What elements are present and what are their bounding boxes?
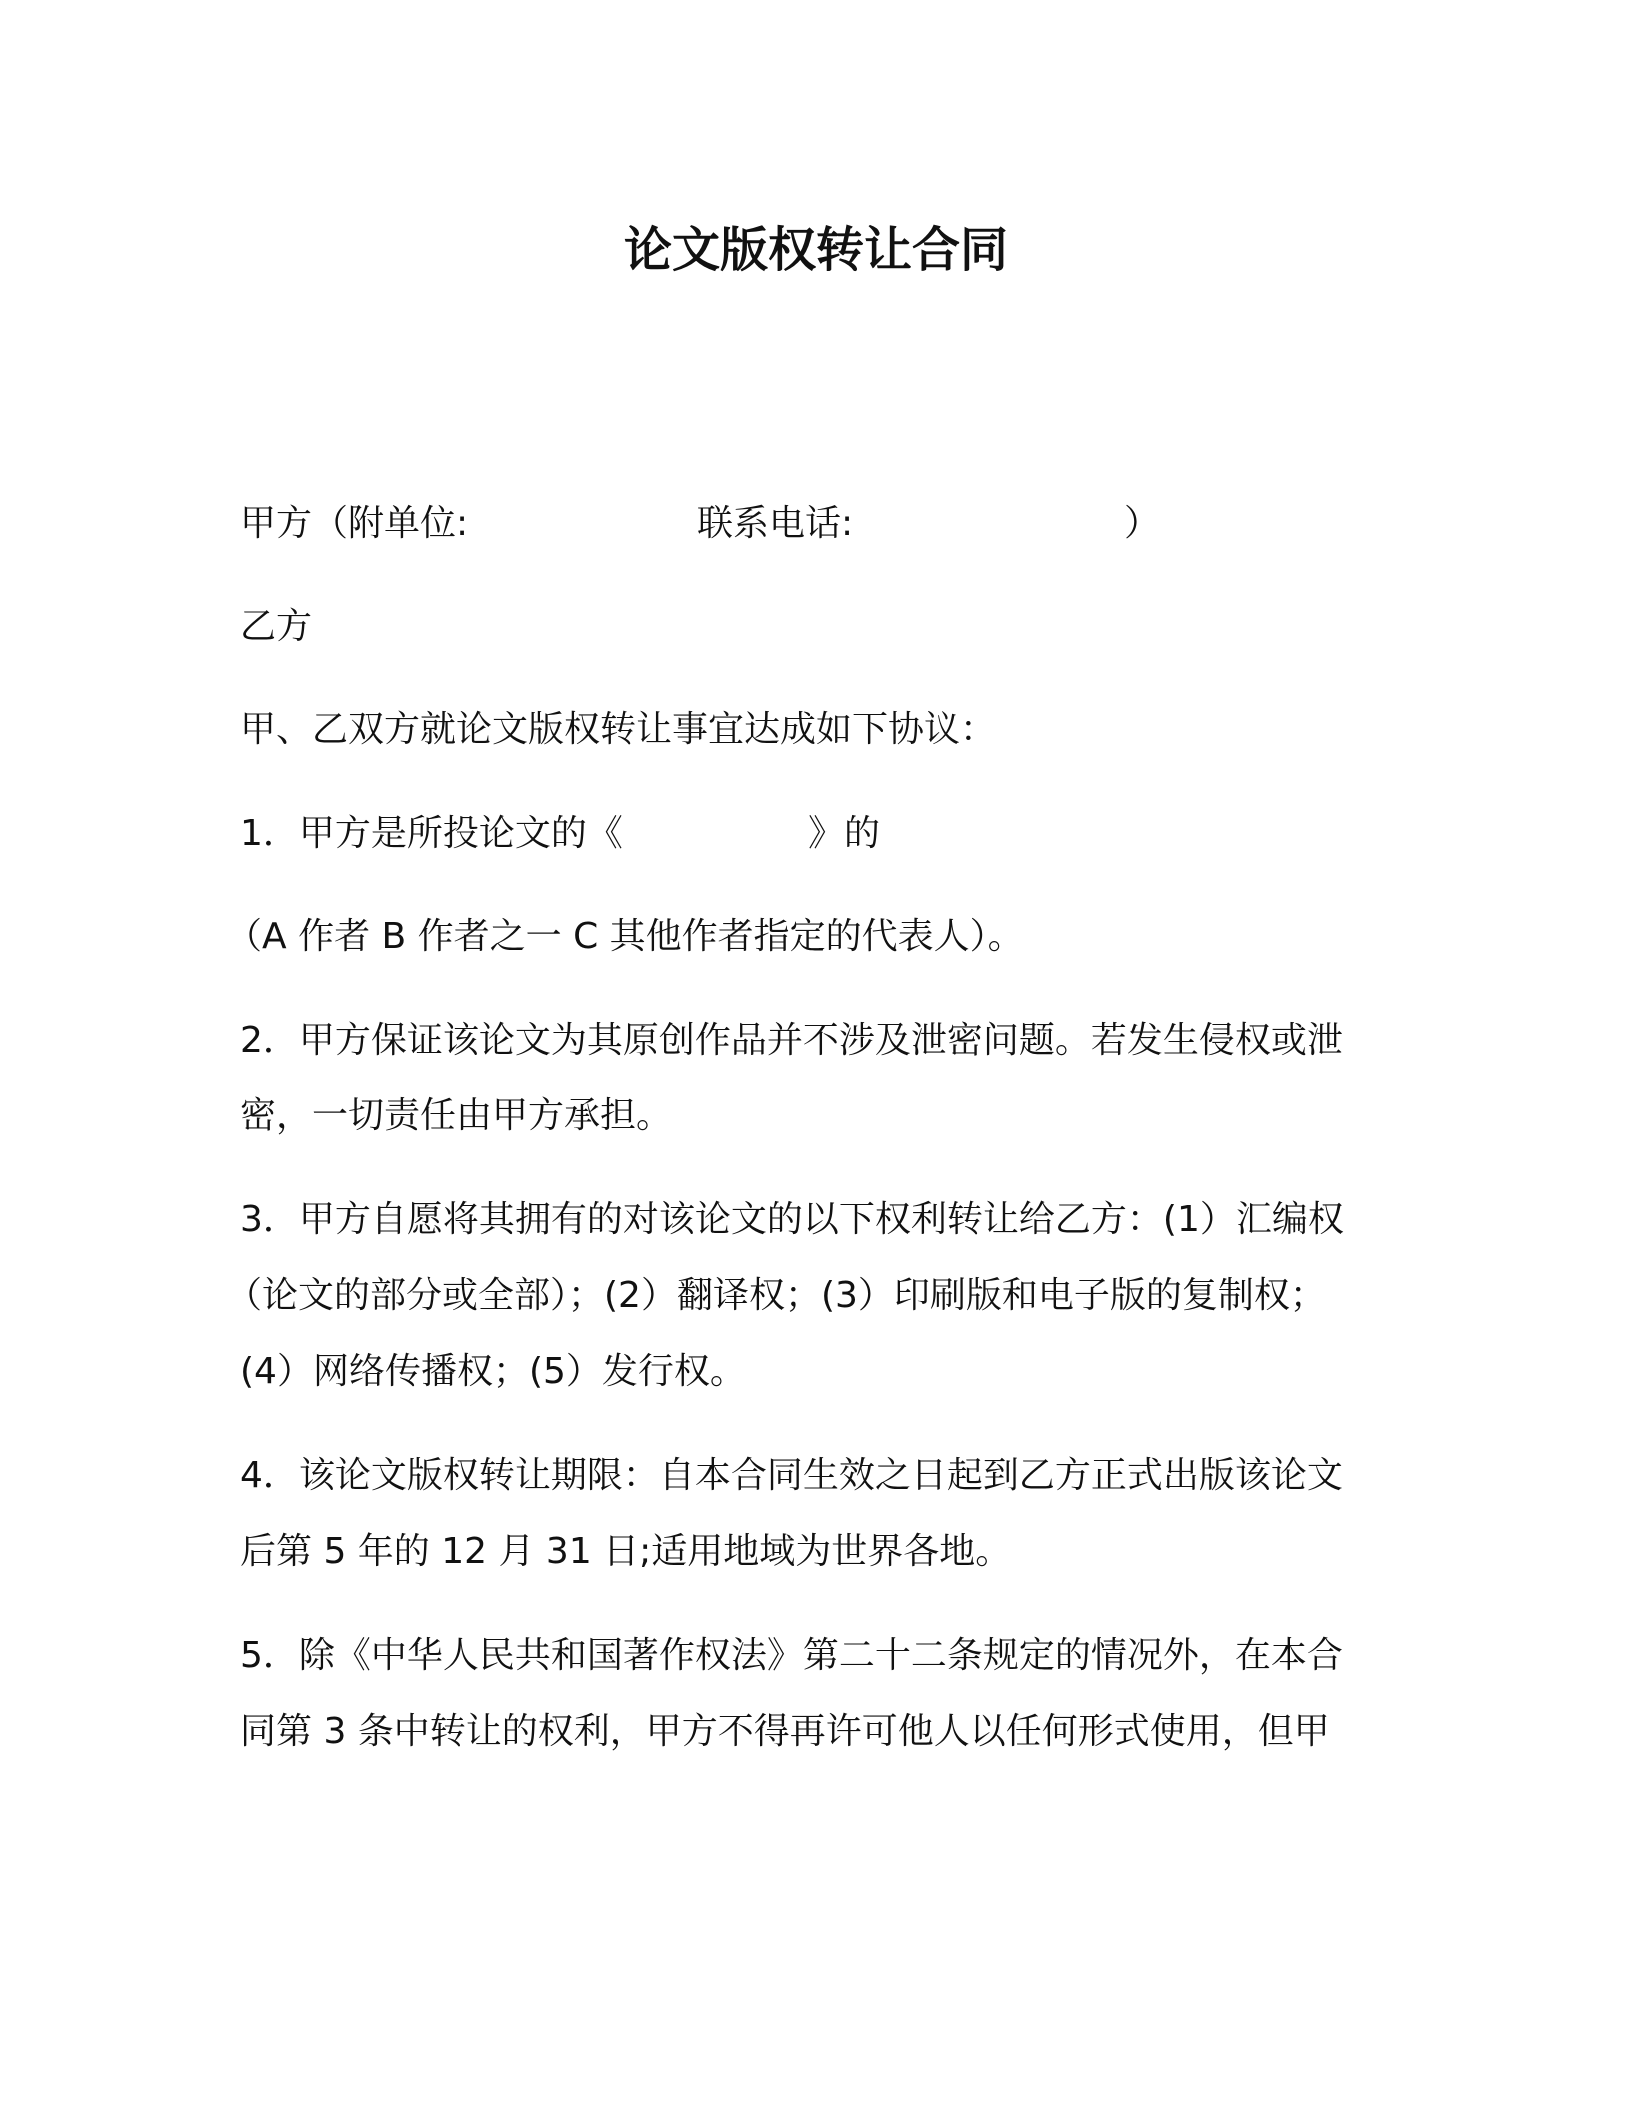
agreement-intro: 甲、乙双方就论文版权转让事宜达成如下协议： (240, 709, 997, 750)
party-a-phone-label: 联系电话: (697, 503, 854, 544)
clause1-prefix: 1．甲方是所投论文的《 (240, 813, 623, 854)
document-title: 论文版权转让合同 (623, 222, 1008, 278)
party-a-close-paren: ） (1124, 503, 1161, 544)
party-b-label: 乙方 (240, 606, 313, 647)
clause4-line1: 4．该论文版权转让期限：自本合同生效之日起到乙方正式出版该论文 (240, 1455, 1343, 1496)
clause3-line2: （论文的部分或全部）；(2）翻译权；(3）印刷版和电子版的复制权； (226, 1275, 1326, 1316)
clause2-line1: 2．甲方保证该论文为其原创作品并不涉及泄密问题。若发生侵权或泄 (240, 1020, 1343, 1061)
clause1-options: （A 作者 B 作者之一 C 其他作者指定的代表人）。 (226, 916, 1024, 957)
clause5-line2: 同第 3 条中转让的权利，甲方不得再许可他人以任何形式使用，但甲 (240, 1711, 1330, 1752)
clause2-line2: 密，一切责任由甲方承担。 (240, 1095, 673, 1136)
clause5-line1: 5．除《中华人民共和国著作权法》第二十二条规定的情况外，在本合 (240, 1635, 1343, 1676)
clause3-line1: 3．甲方自愿将其拥有的对该论文的以下权利转让给乙方：(1）汇编权 (240, 1199, 1344, 1240)
clause4-line2: 后第 5 年的 12 月 31 日;适用地域为世界各地。 (240, 1531, 1012, 1572)
clause3-line3: (4）网络传播权；(5）发行权。 (240, 1351, 746, 1392)
clause1-suffix: 》的 (808, 813, 881, 854)
party-a-label: 甲方（附单位: (240, 503, 469, 544)
